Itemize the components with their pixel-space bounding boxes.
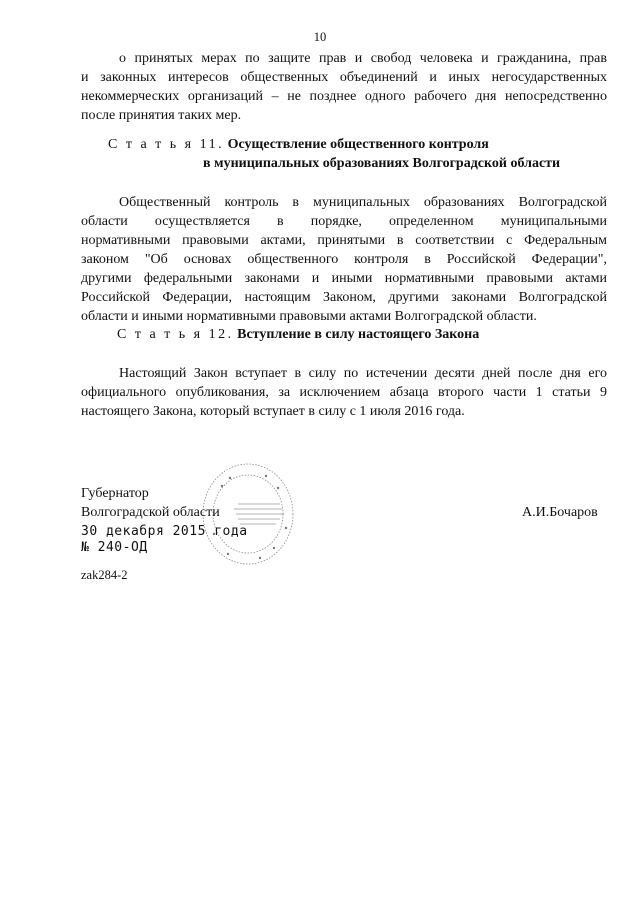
paragraph-3-line: настоящего Закона, который вступает в силу с 1 июля 2016 года.: [81, 404, 465, 419]
article-12-label: С т а т ь я 12.: [117, 327, 234, 342]
paragraph-2-line: нормативными правовыми актами, принятыми в соответствии с Федеральным: [81, 233, 607, 248]
article-11-title-line1: Осуществление общественного контроля: [227, 137, 489, 152]
article-12-title: Вступление в силу настоящего Закона: [237, 327, 480, 342]
paragraph-3-line: официального опубликования, за исключением абзаца второго части 1 статьи 9: [81, 385, 607, 400]
signing-date: 30 декабря 2015 года: [81, 524, 248, 539]
paragraph-2-line: Общественный контроль в муниципальных образованиях Волгоградской: [119, 195, 607, 210]
paragraph-1-line: и законных интересов общественных объединений и иных негосударственных: [81, 70, 607, 85]
paragraph-1-line: некоммерческих организаций – не позднее одного рабочего дня непосредственно: [81, 89, 607, 104]
governor-region: Волгоградской области: [81, 505, 220, 520]
paragraph-3-line: Настоящий Закон вступает в силу по истечении десяти дней после дня его: [119, 366, 607, 381]
paragraph-2-line: законом "Об основах общественного контроля в Российской Федерации",: [81, 252, 607, 267]
signer-name: А.И.Бочаров: [522, 505, 598, 520]
article-11-heading: [108, 137, 489, 153]
paragraph-2-line: другими федеральными законами и иными нормативными правовыми актами: [81, 271, 607, 286]
paragraph-2-line: области и иными нормативными правовыми актами Волгоградской области.: [81, 309, 537, 324]
paragraph-2-line: Российской Федерации, настоящим Законом, другими законами Волгоградской: [81, 290, 607, 305]
document-code: zak284-2: [81, 568, 128, 582]
article-11-title-line2: в муниципальных образованиях Волгоградской области: [203, 156, 561, 171]
article-11-label: С т а т ь я 11.: [108, 137, 225, 152]
page-number: 10: [313, 30, 327, 44]
paragraph-1-line: о принятых мерах по защите прав и свобод человека и гражданина, прав: [119, 51, 607, 66]
governor-title: Губернатор: [81, 486, 149, 501]
paragraph-2-line: области осуществляется в порядке, определенном муниципальными: [81, 214, 607, 229]
paragraph-1-line: после принятия таких мер.: [81, 108, 242, 123]
article-12-heading: [117, 327, 479, 343]
law-number: № 240-ОД: [81, 540, 148, 555]
